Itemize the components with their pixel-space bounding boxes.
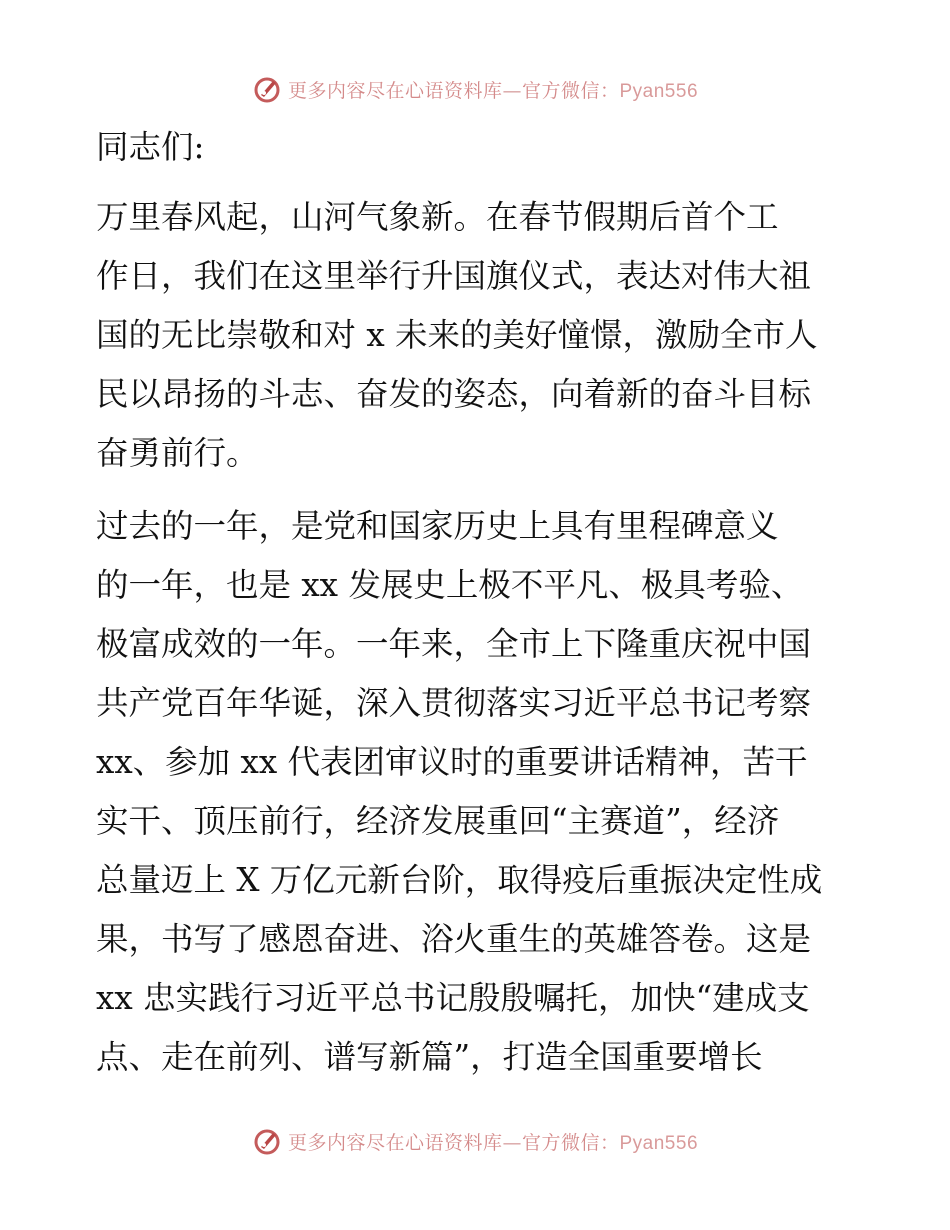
paragraph-line: 奋勇前行。	[96, 434, 259, 472]
salutation	[96, 118, 856, 177]
pen-circle-logo-icon	[252, 74, 282, 104]
footer-watermark-text	[288, 1128, 698, 1155]
paragraph-line: 民以昂扬的斗志、奋发的姿态，向着新的奋斗目标	[96, 375, 812, 413]
header-watermark-separator: —	[502, 79, 522, 102]
paragraph-line: 总量迈上 X 万亿元新台阶，取得疫后重振决定性成	[96, 861, 823, 899]
header-watermark-title: 更多内容尽在心语资料库	[287, 79, 503, 102]
paragraph-line: 实干、顶压前行，经济发展重回“主赛道”，经济	[96, 802, 780, 840]
footer-watermark-separator: —	[502, 1131, 522, 1154]
footer-watermark	[0, 1124, 950, 1158]
paragraph-line: 极富成效的一年。一年来，全市上下隆重庆祝中国	[96, 625, 812, 663]
paragraph-line: 过去的一年，是党和国家历史上具有里程碑意义	[96, 507, 779, 545]
paragraph-line: xx 忠实践行习近平总书记殷殷嘱托，加快“建成支	[96, 979, 810, 1017]
paragraph-line: 果，书写了感恩奋进、浴火重生的英雄答卷。这是	[96, 920, 812, 958]
paragraph-2	[96, 497, 856, 1087]
paragraph-line: 共产党百年华诞，深入贯彻落实习近平总书记考察	[96, 684, 812, 722]
salutation-line: 同志们:	[96, 128, 205, 166]
footer-watermark-account: Pyan556	[619, 1132, 699, 1154]
footer-watermark-title: 更多内容尽在心语资料库	[287, 1131, 503, 1154]
header-watermark-account: Pyan556	[619, 80, 699, 102]
paragraph-line: xx、参加 xx 代表团审议时的重要讲话精神，苦干	[96, 743, 808, 781]
paragraph-line: 作日，我们在这里举行升国旗仪式，表达对伟大祖	[96, 257, 812, 295]
header-watermark-text	[288, 76, 698, 103]
footer-watermark-label: 官方微信：	[521, 1131, 620, 1154]
paragraph-line: 的一年，也是 xx 发展史上极不平凡、极具考验、	[96, 566, 804, 604]
paragraph-1	[96, 188, 856, 483]
paragraph-line: 点、走在前列、谱写新篇”，打造全国重要增长	[96, 1038, 763, 1076]
header-watermark-label: 官方微信：	[521, 79, 620, 102]
paragraph-line: 国的无比崇敬和对 x 未来的美好憧憬，激励全市人	[96, 316, 818, 354]
header-watermark	[0, 72, 950, 106]
pen-circle-logo-icon	[252, 1126, 282, 1156]
paragraph-line: 万里春风起，山河气象新。在春节假期后首个工	[96, 198, 779, 236]
